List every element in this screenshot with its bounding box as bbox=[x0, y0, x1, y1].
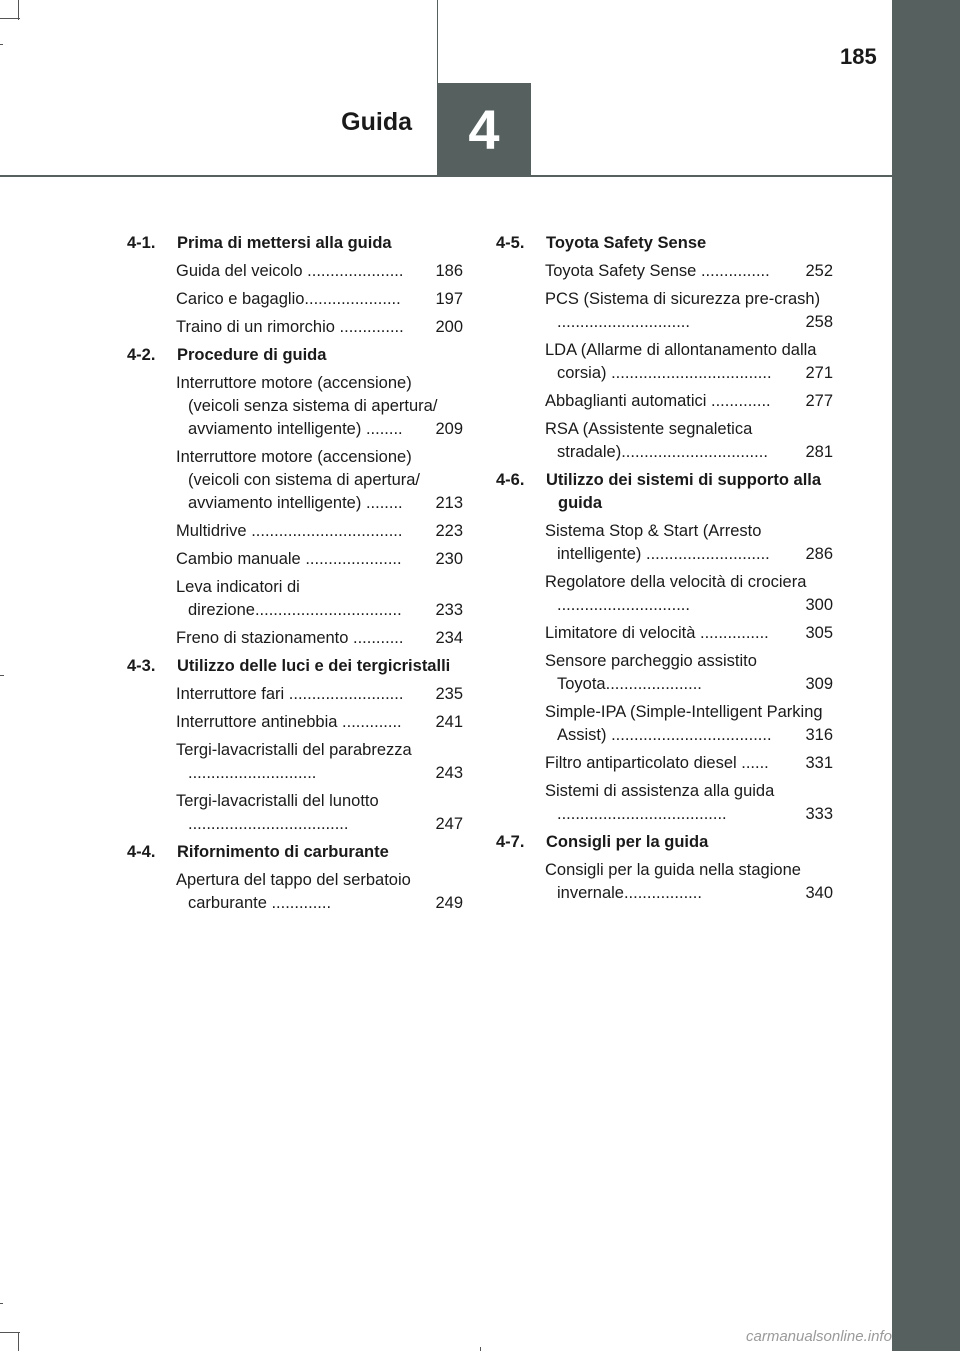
entry-title: Interruttore antinebbia bbox=[176, 713, 343, 731]
crop-mark bbox=[0, 44, 3, 45]
entry-page-number: 281 bbox=[815, 441, 833, 464]
toc-section-heading bbox=[127, 655, 463, 678]
section-number: 4-5. bbox=[496, 234, 525, 252]
section-number: 4-6. bbox=[496, 471, 525, 489]
entry-page-number: 209 bbox=[445, 418, 463, 441]
entry-title: Limitatore di velocità bbox=[545, 624, 700, 642]
chapter-number: 4 bbox=[437, 83, 531, 176]
dot-leader: ................................... bbox=[611, 726, 772, 744]
crop-mark bbox=[0, 18, 20, 19]
toc-section-heading bbox=[496, 831, 833, 854]
dot-leader: ........ bbox=[365, 494, 403, 512]
entry-page-number: 333 bbox=[815, 803, 833, 826]
dot-leader: ................................. bbox=[251, 522, 403, 540]
entry-title: Filtro antiparticolato diesel bbox=[545, 754, 742, 772]
dot-leader: ............. bbox=[711, 392, 771, 410]
dot-leader: ................................ bbox=[254, 601, 402, 619]
entry-page-number: 286 bbox=[815, 543, 833, 566]
entry-page-number: 234 bbox=[445, 627, 463, 650]
dot-leader: ................................... bbox=[188, 815, 349, 833]
entry-page-number: 340 bbox=[815, 882, 833, 905]
dot-leader: ............. bbox=[342, 713, 402, 731]
toc-entry[interactable] bbox=[176, 739, 463, 785]
dot-leader: ........... bbox=[353, 629, 404, 647]
entry-title: Sensore parcheggio assistito Toyota bbox=[545, 652, 757, 693]
entry-title: Cambio manuale bbox=[176, 550, 306, 568]
entry-title: Freno di stazionamento bbox=[176, 629, 354, 647]
toc-section-heading bbox=[127, 841, 463, 864]
entry-title: Traino di un rimorchio bbox=[176, 318, 340, 336]
entry-page-number: 230 bbox=[445, 548, 463, 571]
toc-entry[interactable] bbox=[176, 576, 463, 622]
entry-title: Simple-IPA (Simple-Intelligent Parking Assist) bbox=[545, 703, 823, 744]
toc-entry[interactable] bbox=[176, 288, 463, 311]
entry-page-number: 331 bbox=[815, 752, 833, 775]
dot-leader: ................................... bbox=[611, 364, 772, 382]
section-title: Utilizzo delle luci e dei tergicristalli bbox=[177, 657, 451, 675]
toc-entry[interactable] bbox=[176, 683, 463, 706]
entry-title: Toyota Safety Sense bbox=[545, 262, 701, 280]
entry-title: Sistema Stop & Start (Arresto intelligente) bbox=[545, 522, 762, 563]
entry-page-number: 213 bbox=[445, 492, 463, 515]
toc-section-heading bbox=[127, 232, 463, 255]
entry-page-number: 235 bbox=[445, 683, 463, 706]
toc-entry[interactable] bbox=[545, 288, 833, 334]
entry-page-number: 241 bbox=[445, 711, 463, 734]
toc-entry[interactable] bbox=[176, 316, 463, 339]
section-number: 4-4. bbox=[127, 843, 156, 861]
toc-section-heading bbox=[496, 232, 833, 255]
entry-title: Regolatore della velocità di crociera bbox=[545, 573, 807, 591]
section-number: 4-2. bbox=[127, 346, 156, 364]
toc-entry[interactable] bbox=[545, 418, 833, 464]
entry-title: Interruttore motore (accensione) (veicoli con sistema di apertura/ avviamento intelligente) bbox=[176, 448, 421, 512]
entry-page-number: 316 bbox=[815, 724, 833, 747]
footer-watermark: carmanualsonline.info bbox=[746, 1328, 892, 1345]
entry-title: Interruttore fari bbox=[176, 685, 289, 703]
entry-title: Sistemi di assistenza alla guida bbox=[545, 782, 775, 800]
dot-leader: ............................ bbox=[188, 764, 317, 782]
entry-title: Leva indicatori di direzione bbox=[176, 578, 300, 619]
entry-page-number: 258 bbox=[815, 311, 833, 334]
entry-page-number: 271 bbox=[815, 362, 833, 385]
entry-title: Multidrive bbox=[176, 522, 252, 540]
toc-section-heading bbox=[496, 469, 833, 515]
toc-entry[interactable] bbox=[545, 622, 833, 645]
chapter-title: Guida bbox=[341, 108, 412, 136]
section-title: Utilizzo dei sistemi di supporto alla guida bbox=[546, 471, 822, 512]
toc-entry[interactable] bbox=[176, 790, 463, 836]
section-number: 4-7. bbox=[496, 833, 525, 851]
entry-page-number: 300 bbox=[815, 594, 833, 617]
entry-title: Consigli per la guida nella stagione invernale bbox=[545, 861, 801, 902]
toc-entry[interactable] bbox=[545, 752, 833, 775]
dot-leader: ............... bbox=[700, 262, 770, 280]
toc-column-right bbox=[496, 232, 833, 910]
entry-title: Tergi-lavacristalli del parabrezza bbox=[176, 741, 412, 759]
toc-section-heading bbox=[127, 344, 463, 367]
entry-title: Interruttore motore (accensione) (veicoli senza sistema di apertura/ avviamento intelligente) bbox=[176, 374, 438, 438]
entry-title: Guida del veicolo bbox=[176, 262, 308, 280]
toc-entry[interactable] bbox=[545, 859, 833, 905]
toc-entry[interactable] bbox=[545, 780, 833, 826]
entry-title: Tergi-lavacristalli del lunotto bbox=[176, 792, 379, 810]
dot-leader: ................................ bbox=[621, 443, 768, 461]
crop-mark bbox=[0, 1303, 3, 1304]
entry-title: PCS (Sistema di sicurezza pre-crash) bbox=[545, 290, 821, 308]
crop-mark bbox=[480, 1347, 481, 1351]
toc-entry[interactable] bbox=[545, 339, 833, 385]
entry-title: Abbaglianti automatici bbox=[545, 392, 712, 410]
dot-leader: ............. bbox=[271, 894, 332, 912]
section-number: 4-3. bbox=[127, 657, 156, 675]
dot-leader: ..................... bbox=[305, 550, 402, 568]
entry-title: Carico e bagaglio bbox=[176, 290, 305, 308]
toc-entry[interactable] bbox=[176, 446, 463, 515]
entry-page-number: 247 bbox=[445, 813, 463, 836]
entry-page-number: 243 bbox=[445, 762, 463, 785]
crop-mark bbox=[18, 0, 19, 20]
toc-entry[interactable] bbox=[545, 390, 833, 413]
dot-leader: ............................. bbox=[557, 313, 690, 331]
dot-leader: ......................... bbox=[288, 685, 404, 703]
toc-entry[interactable] bbox=[545, 260, 833, 283]
entry-page-number: 186 bbox=[445, 260, 463, 283]
dot-leader: ........ bbox=[365, 420, 403, 438]
toc-entry[interactable] bbox=[545, 520, 833, 566]
dot-leader: ..................... bbox=[605, 675, 702, 693]
entry-page-number: 197 bbox=[445, 288, 463, 311]
toc-entry[interactable] bbox=[176, 627, 463, 650]
entry-page-number: 200 bbox=[445, 316, 463, 339]
section-title: Toyota Safety Sense bbox=[546, 234, 707, 252]
side-tab-bar bbox=[892, 0, 960, 1351]
section-title: Rifornimento di carburante bbox=[177, 843, 389, 861]
section-number: 4-1. bbox=[127, 234, 156, 252]
dot-leader: ............................. bbox=[557, 596, 690, 614]
page-number: 185 bbox=[840, 44, 877, 69]
toc-entry[interactable] bbox=[176, 711, 463, 734]
dot-leader: ................. bbox=[623, 884, 702, 902]
toc-entry[interactable] bbox=[176, 260, 463, 283]
entry-title: Apertura del tappo del serbatoio carburante bbox=[176, 871, 411, 912]
toc-entry[interactable] bbox=[545, 571, 833, 617]
crop-mark bbox=[18, 1332, 19, 1351]
section-title: Prima di mettersi alla guida bbox=[177, 234, 392, 252]
entry-title: RSA (Assistente segnaletica stradale) bbox=[545, 420, 753, 461]
dot-leader: ..................................... bbox=[557, 805, 727, 823]
entry-page-number: 233 bbox=[445, 599, 463, 622]
dot-leader: ............... bbox=[700, 624, 769, 642]
dot-leader: ........................... bbox=[645, 545, 770, 563]
entry-page-number: 277 bbox=[815, 390, 833, 413]
section-title: Consigli per la guida bbox=[546, 833, 709, 851]
entry-page-number: 305 bbox=[815, 622, 833, 645]
toc-entry[interactable] bbox=[176, 869, 463, 915]
toc-entry[interactable] bbox=[176, 548, 463, 571]
entry-page-number: 249 bbox=[445, 892, 463, 915]
crop-mark bbox=[0, 675, 4, 676]
entry-title: LDA (Allarme di allontanamento dalla corsia) bbox=[545, 341, 817, 382]
dot-leader: .............. bbox=[339, 318, 404, 336]
toc-column-left bbox=[127, 232, 463, 920]
entry-page-number: 252 bbox=[815, 260, 833, 283]
crop-mark bbox=[0, 1332, 20, 1333]
toc-entry[interactable] bbox=[176, 372, 463, 441]
toc-entry[interactable] bbox=[545, 650, 833, 696]
dot-leader: ..................... bbox=[304, 290, 401, 308]
toc-entry[interactable] bbox=[545, 701, 833, 747]
dot-leader: ...... bbox=[741, 754, 769, 772]
section-title: Procedure di guida bbox=[177, 346, 327, 364]
dot-leader: ..................... bbox=[307, 262, 404, 280]
entry-page-number: 223 bbox=[445, 520, 463, 543]
toc-entry[interactable] bbox=[176, 520, 463, 543]
entry-page-number: 309 bbox=[815, 673, 833, 696]
